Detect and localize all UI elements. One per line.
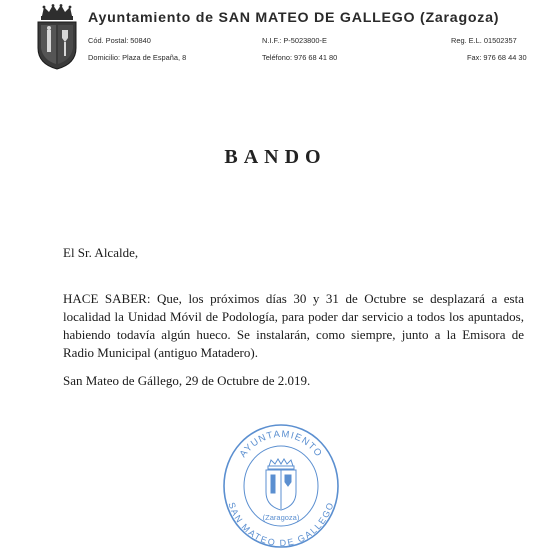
postal-code: Cód. Postal: 50840 — [88, 36, 151, 45]
body-line: habiendo todavía algún hueco. Se instalarán, como siempre, junto a la Emisora de — [63, 327, 524, 342]
coat-of-arms-icon — [34, 4, 80, 70]
body-line: Radio Municipal (antiguo Matadero). — [63, 345, 258, 360]
registry-number: Reg. E.L. 01502357 — [451, 36, 517, 45]
stamp-top-text: AYUNTAMIENTO — [237, 428, 325, 460]
body-line: localidad la Unidad Móvil de Podología, para poder dar servicio a todos los apuntados, — [63, 309, 524, 324]
stamp-bottom-text: SAN MATEO DE GALLEGO — [226, 501, 336, 548]
fax: Fax: 976 68 44 30 — [467, 53, 527, 62]
stamp-crest-icon — [266, 459, 296, 510]
body-line: HACE SABER: Que, los próximos días 30 y 31 de Octubre se desplazará a esta — [63, 291, 524, 306]
stamp-inner-text: (Zaragoza) — [262, 513, 300, 522]
organization-name: Ayuntamiento de SAN MATEO DE GALLEGO (Zaragoza) — [88, 10, 500, 26]
announcement-body — [63, 290, 524, 362]
letterhead — [0, 0, 551, 80]
greeting: El Sr. Alcalde, — [63, 245, 139, 260]
phone: Teléfono: 976 68 41 80 — [262, 53, 338, 62]
place-and-date: San Mateo de Gállego, 29 de Octubre de 2.019. — [63, 373, 311, 388]
address: Domicilio: Plaza de España, 8 — [88, 53, 187, 62]
nif: N.I.F.: P-5023800-E — [262, 36, 327, 45]
page-title: BANDO — [224, 146, 327, 168]
official-seal-stamp — [222, 420, 340, 548]
